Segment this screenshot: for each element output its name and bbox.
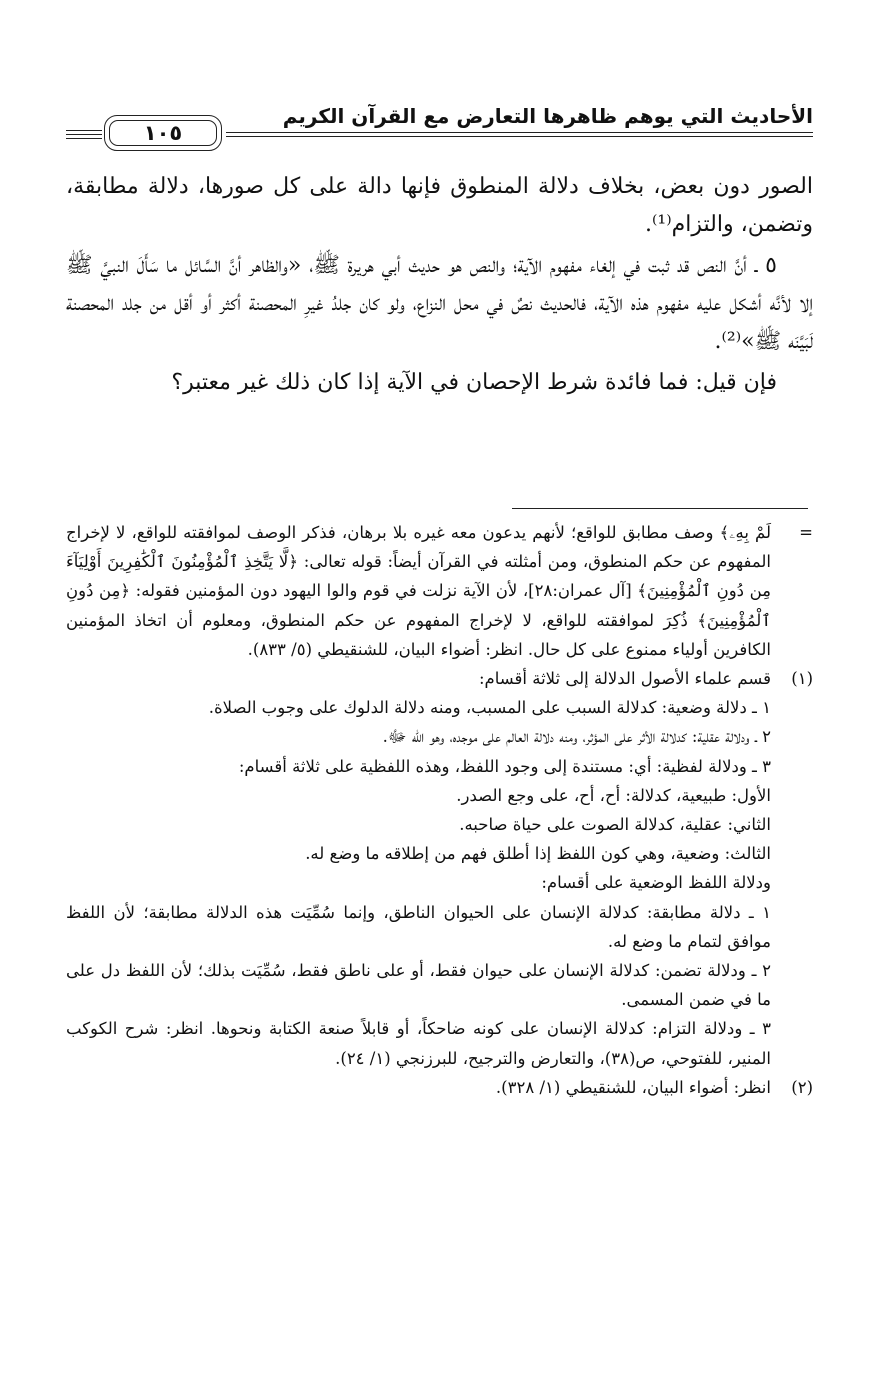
footnote-1 xyxy=(66,664,813,1073)
paragraph: الصور دون بعض، بخلاف دلالة المنطوق فإنها دالة على كل صورها، دلالة مطابقة، وتضمن، والتزام⁽¹⁾. xyxy=(66,174,813,237)
footnote-line: الثالث: وضعية، وهي كون اللفظ إذا أطلق فهم من إطلاقه ما وضع له. xyxy=(305,844,771,864)
footnote-line: لَمْ بِهِۦ﴾ وصف مطابق للواقع؛ لأنهم يدعون معه غيره بلا برهان، فذكر الوصف لموافقته للواقع، لا لإخراج المفهوم عن حكم المنطوق، ومن أمثلته في القرآن أيضاً: قوله تعالى: ﴿لَّا يَتَّخِذِ ٱلْمُؤْمِنُونَ ٱلْكَٰفِرِينَ أَوْلِيَآءَ مِن دُونِ ٱلْمُؤْمِنِينَ﴾ [آل عمران:٢٨]، لأن الآية نزلت في قوم والوا اليهود دون المؤمنين فقوله: ﴿مِن دُونِ ٱلْمُؤْمِنِينَ﴾ ذُكِرَ لموافقته للواقع، لا لإخراج المفهوم عن حكم المنطوق، ومعلوم أن اتخاذ المؤمنين الكافرين أولياء ممنوع على كل حال. انظر: أضواء البيان، للشنقيطي (٥/ ٨٣٣). xyxy=(66,523,771,659)
footnote-line: ودلالة اللفظ الوضعية على أقسام: xyxy=(541,873,771,893)
running-header xyxy=(66,100,813,152)
footnote-continued xyxy=(66,518,813,664)
paragraph: ٥ ـ أنَّ النص قد ثبت في إلغاء مفهوم الآية؛ والنص هو حديث أبي هريرة ﷺ، «والظاهر أنَّ السَّائل ما سَأَلَ النبيَّ ﷺ إلا لأنَّه أشكل عليه مفهوم هذه الآية، فالحديث نصٌ في محل النزاع، ولو كان جلدُ غيرِ المحصنة أكثر أو أقل من جلد المحصنة لَبَيَّنَه ﷺ»⁽²⁾. xyxy=(66,253,813,354)
header-rule xyxy=(226,132,813,133)
footnote-line: ٣ ـ ودلالة لفظية: أي: مستندة إلى وجود اللفظ، وهذه اللفظية على ثلاثة أقسام: xyxy=(238,756,771,776)
page-number: ١٠٥ xyxy=(109,120,217,146)
paragraph: فإن قيل: فما فائدة شرط الإحصان في الآية إذا كان ذلك غير معتبر؟ xyxy=(171,370,777,395)
footnote-separator xyxy=(512,508,808,509)
footnote-line: قسم علماء الأصول الدلالة إلى ثلاثة أقسام: xyxy=(479,669,771,689)
footnote-marker: (٢) xyxy=(791,1077,813,1097)
footnote-line: ٣ ـ ودلالة التزام: كدلالة الإنسان على كونه ضاحكاً، أو قابلاً صنعة الكتابة ونحوها. انظر: شرح الكوكب المنير، للفتوحي، ص(٣٨)، والتعارض والترجيح، للبرزنجي (١/ ٢٤). xyxy=(66,1019,771,1068)
footnote-2 xyxy=(66,1073,813,1102)
header-rule xyxy=(66,134,102,135)
header-rule xyxy=(226,136,813,137)
footnotes xyxy=(66,518,813,1102)
footnote-line: الثاني: عقلية، كدلالة الصوت على حياة صاحبه. xyxy=(459,815,771,835)
footnote-line: انظر: أضواء البيان، للشنقيطي (١/ ٣٢٨). xyxy=(495,1077,771,1097)
main-text xyxy=(66,168,813,405)
footnote-line: ٢ ـ ودلالة تضمن: كدلالة الإنسان على حيوان فقط، أو على ناطق فقط، سُمِّيَت بذلك؛ لأن اللفظ دل على ما في ضمن المسمى. xyxy=(66,961,771,1010)
header-rule xyxy=(66,138,102,139)
footnote-line: الأول: طبيعية، كدلالة: أح، أح، على وجع الصدر. xyxy=(456,785,771,805)
footnote-marker: = xyxy=(799,523,813,542)
footnote-line: ١ ـ دلالة مطابقة: كدلالة الإنسان على الحيوان الناطق، وإنما سُمِّيَت هذه الدلالة مطابقة؛ لأن اللفظ موافق لتمام ما وضع له. xyxy=(66,902,771,951)
header-rule xyxy=(66,130,102,131)
footnote-line: ٢ ـ ودلالة عقلية: كدلالة الأثر على المؤثر، ومنه دلالة العالم على موجده، وهو الله ﷻ. xyxy=(382,727,771,747)
running-header-title: الأحاديث التي يوهم ظاهرها التعارض مع القرآن الكريم xyxy=(282,104,813,128)
footnote-line: ١ ـ دلالة وضعية: كدلالة السبب على المسبب، ومنه دلالة الدلوك على وجوب الصلاة. xyxy=(208,698,771,718)
footnote-marker: (١) xyxy=(791,669,813,689)
page-number-frame xyxy=(104,115,222,151)
